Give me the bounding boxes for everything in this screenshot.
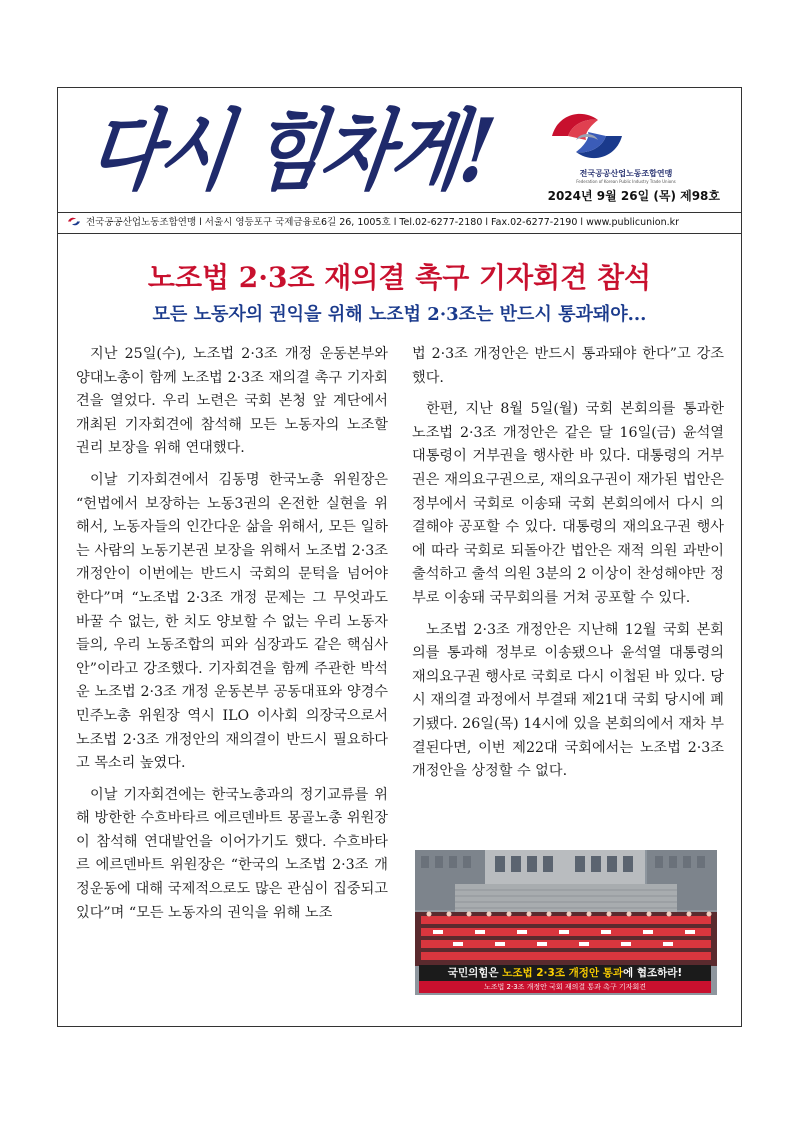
newsletter-frame xyxy=(57,87,742,1027)
publicunion-logo-icon xyxy=(546,106,628,168)
masthead xyxy=(58,88,741,210)
article-paragraph: 이날 기자회견에서 김동명 한국노총 위원장은 “헌법에서 보장하는 노동3권의 온전한 실현을 위해서, 노동자들의 인간다운 삶을 위해서, 모든 일하는 사람의 노동기본권 보장을 위해서 노조법 2·3조 개정안이 이번에는 반드시 국회의 문턱을 넘어야 한다”며 “노조법 2·3조 개정 문제는 그 무엇과도 바꿀 수 없는, 한 치도 양보할 수 없는 우리 노동자들의, 우리 노동조합의 피와 심장과도 같은 핵심사안”이라고 강조했다. 기자회견을 함께 주관한 박석운 노조법 2·3조 개정 운동본부 공동대표와 양경수 민주노총 위원장 역시 ILO 이사회 의장국으로서 노조법 2·3조 개정안의 재의결이 반드시 필요하다고 목소리 높였다. xyxy=(76,471,388,772)
subheadline: 모든 노동자의 권익을 위해 노조법 2·3조는 반드시 통과돼야... xyxy=(152,304,647,325)
article-paragraph: 지난 25일(수), 노조법 2·3조 개정 운동본부와 양대노총이 함께 노조법 2·3조 재의결 촉구 기자회견을 열었다. 우리 노련은 국회 본청 앞 계단에서 개최된 기자회견에 참석해 모든 노동자의 노조할 권리 보장을 위해 연대했다. xyxy=(76,346,388,457)
photo-sub-banner: 노조법 2·3조 개정안 국회 재의결 통과 촉구 기자회견 xyxy=(419,981,711,993)
photo-banner-highlight: 노조법 2·3조 개정안 통과 xyxy=(502,967,624,979)
org-name: 전국공공산업노동조합연맹 xyxy=(579,169,673,178)
photo-banner-prefix: 국민의힘은 xyxy=(447,967,503,979)
issue-date: 2024년 9월 26일 (목) 제98호 xyxy=(547,189,720,203)
article-paragraph: 한편, 지난 8월 5일(월) 국회 본회의를 통과한 노조법 2·3조 개정안은 같은 달 16일(금) 윤석열 대통령이 거부권을 행사한 바 있다. 대통령의 거부권은 재의요구권으로, 재의요구권이 재가된 법안은 정부에서 국회로 이송돼 국회 본회의에서 다시 의결해야 공포할 수 있다. 대통령의 재의요구권 행사에 따라 국회로 되돌아간 법안은 재적 의원 과반이 출석하고 출석 의원 3분의 2 이상이 찬성해야만 정부로 이송돼 국무회의를 거쳐 공포할 수 있다. xyxy=(412,401,724,606)
article-column-left xyxy=(76,343,388,1023)
contact-bar xyxy=(58,212,741,234)
press-conference-photo xyxy=(415,850,717,995)
article-column-right xyxy=(412,343,724,833)
masthead-title: 다시 힘차게! xyxy=(82,100,499,203)
photo-banner-suffix: 에 협조하라! xyxy=(623,967,683,979)
publicunion-mini-logo-icon xyxy=(68,217,80,226)
org-name-english: Federation of Korean Public Industry Trade Unions xyxy=(576,179,676,184)
article-paragraph: 노조법 2·3조 개정안은 지난해 12월 국회 본회의를 통과해 정부로 이송됐으나 윤석열 대통령의 재의요구권 행사로 국회로 다시 이첩된 바 있다. 당시 재의결 과정에서 부결돼 제21대 국회 당시에 폐기됐다. 26일(목) 14시에 있을 본회의에서 재차 부결된다면, 이번 제22대 국회에서는 노조법 2·3조 개정안을 상정할 수 없다. xyxy=(412,621,724,780)
article-paragraph: 법 2·3조 개정안은 반드시 통과돼야 한다”고 강조했다. xyxy=(412,346,724,386)
contact-text: 전국공공산업노동조합연맹 l 서울시 영등포구 국제금융로6길 26, 1005호 l Tel.02-6277-2180 l Fax.02-6277-2190 l www.publicunion.kr xyxy=(86,217,680,228)
headline: 노조법 2·3조 재의결 촉구 기자회견 참석 xyxy=(147,261,652,294)
article-paragraph: 이날 기자회견에는 한국노총과의 정기교류를 위해 방한한 수흐바타르 에르덴바트 몽골노총 위원장이 참석해 연대발언을 이어가기도 했다. 수흐바타르 에르덴바트 위원장은 “한국의 노조법 2·3조 개정운동에 대해 국제적으로도 많은 관심이 집중되고 있다”며 “모든 노동자의 권익을 위해 노조 xyxy=(76,786,388,921)
photo-banner xyxy=(419,965,711,981)
